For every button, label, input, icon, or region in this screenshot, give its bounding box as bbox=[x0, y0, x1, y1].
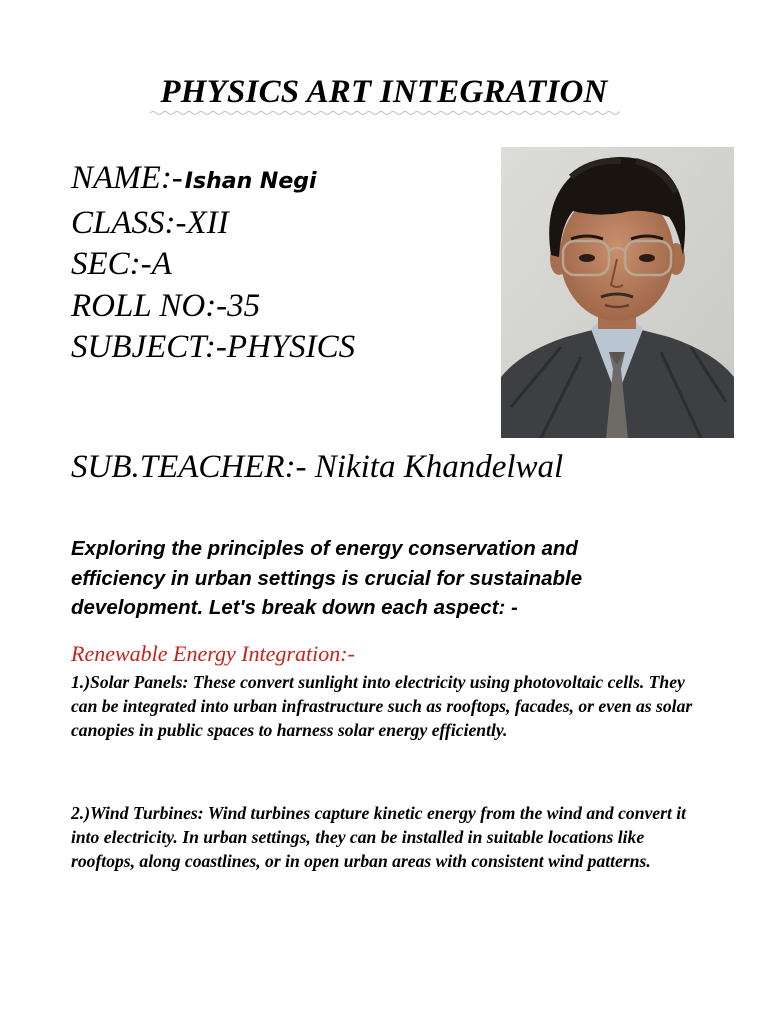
student-photo bbox=[501, 147, 734, 438]
spellcheck-underline bbox=[150, 110, 620, 116]
student-info bbox=[71, 158, 355, 369]
name-label: NAME:- bbox=[71, 160, 183, 196]
intro-paragraph: Exploring the principles of energy conservation and efficiency in urban settings is crucial for sustainable development. Let's break down each aspect: - bbox=[71, 537, 583, 619]
roll-number-line: ROLL NO:-35 bbox=[71, 287, 261, 324]
document-title: PHYSICS ART INTEGRATION bbox=[160, 74, 608, 110]
class-line: CLASS:-XII bbox=[71, 204, 229, 241]
paragraph-solar-panels: 1.)Solar Panels: These convert sunlight into electricity using photovoltaic cells. They can be integrated into urban infrastructure such as rooftops, facades, or even as solar canopies in public spaces to harness solar energy efficiently. bbox=[71, 672, 693, 740]
name-line bbox=[71, 158, 355, 203]
subject-line: SUBJECT:-PHYSICS bbox=[71, 329, 356, 365]
subject-teacher-line: SUB.TEACHER:- Nikita Khandelwal bbox=[71, 449, 564, 485]
paragraph-wind-turbines: 2.)Wind Turbines: Wind turbines capture kinetic energy from the wind and convert it into electricity. In urban settings, they can be installed in suitable locations like rooftops, along coastlines, or in open urban areas with consistent wind patterns. bbox=[71, 803, 687, 871]
section-line: SEC:-A bbox=[71, 246, 172, 282]
name-value: Ishan Negi bbox=[184, 169, 317, 194]
section-heading: Renewable Energy Integration:- bbox=[71, 641, 355, 666]
